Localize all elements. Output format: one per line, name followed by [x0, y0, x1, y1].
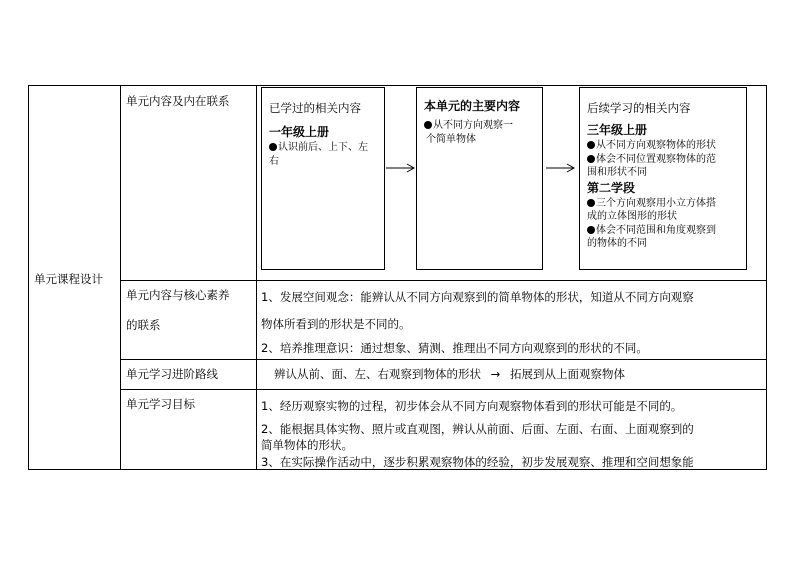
table-border-left	[28, 85, 29, 470]
box-future-title: 后续学习的相关内容	[587, 101, 691, 115]
box-future-item-2-cont: 围和形状不同	[587, 167, 647, 178]
box-future-item-2: 体会不同位置观察物体的范	[587, 153, 716, 167]
learning-path-arrow-icon: →	[490, 367, 501, 381]
learning-path-to: 拓展到从上面观察物体	[509, 367, 625, 381]
core-literacy-text-2: 2、培养推理意识：通过想象、猜测、推理出不同方向观察到的形状的不同。	[261, 341, 648, 355]
bullet-icon	[587, 141, 595, 149]
learning-goal-2: 2、能根据具体实物、照片或直观图，辨认从前面、后面、左面、右面、上面观察到的	[261, 422, 694, 436]
box-future-item-1: 从不同方向观察物体的形状	[587, 139, 716, 153]
column-divider-2	[256, 85, 257, 470]
row-label-content-relations: 单元内容及内在联系	[126, 94, 230, 108]
bullet-icon	[269, 143, 277, 151]
table-border-top	[28, 85, 767, 86]
box-future-stage: 第二学段	[587, 180, 636, 195]
box-unit-item: 从不同方向观察一	[424, 119, 520, 133]
learning-goal-2-cont: 简单物体的形状。	[261, 438, 353, 452]
box-future-grade: 三年级上册	[587, 123, 648, 137]
bullet-icon	[587, 226, 595, 234]
box-prior-item: 认识前后、上下、左	[269, 141, 368, 155]
arrow-right-icon	[386, 163, 416, 173]
box-future-item-4-cont: 的物体的不同	[587, 238, 647, 249]
row-label-core-literacy: 单元内容与核心素养	[126, 288, 230, 302]
bullet-icon	[587, 155, 595, 163]
box-prior-grade: 一年级上册	[269, 125, 330, 139]
box-unit-title: 本单元的主要内容	[424, 99, 521, 113]
row-label-core-literacy-cont: 的联系	[126, 318, 161, 332]
learning-goal-1: 1、经历观察实物的过程，初步体会从不同方向观察物体看到的形状可能是不同的。	[261, 399, 683, 413]
arrow-right-icon	[546, 163, 576, 173]
box-future-item-4: 体会不同范围和角度观察到	[587, 224, 716, 238]
box-prior-item-cont: 右	[269, 155, 279, 167]
box-future-learning	[579, 87, 747, 270]
box-future-item-3: 三个方向观察用小立方体搭	[587, 197, 716, 211]
core-literacy-text-1: 1、发展空间观念：能辨认从不同方向观察到的简单物体的形状，知道从不同方向观察	[261, 290, 694, 304]
row-divider-1	[120, 280, 767, 281]
bullet-icon	[424, 121, 432, 129]
box-unit-content	[416, 87, 543, 270]
box-unit-item-cont: 个简单物体	[426, 133, 476, 145]
learning-goal-3: 3、在实际操作活动中，逐步积累观察物体的经验，初步发展观察、推理和空间想象能	[261, 455, 694, 469]
learning-path	[274, 366, 625, 382]
row-label-learning-goals: 单元学习目标	[126, 397, 195, 411]
learning-path-from: 辨认从前、面、左、右观察到物体的形状	[274, 367, 481, 381]
box-future-item-3-cont: 成的立体图形的形状	[587, 211, 677, 222]
box-prior-learning	[261, 87, 385, 270]
table-border-right	[766, 85, 767, 470]
section-label: 单元课程设计	[34, 272, 103, 286]
row-label-learning-path: 单元学习进阶路线	[126, 367, 218, 381]
column-divider-1	[120, 85, 121, 470]
row-divider-3	[120, 389, 767, 390]
bullet-icon	[587, 199, 595, 207]
core-literacy-text-1-cont: 物体所看到的形状是不同的。	[261, 317, 411, 331]
box-prior-title: 已学过的相关内容	[269, 101, 361, 115]
row-divider-2	[120, 359, 767, 360]
